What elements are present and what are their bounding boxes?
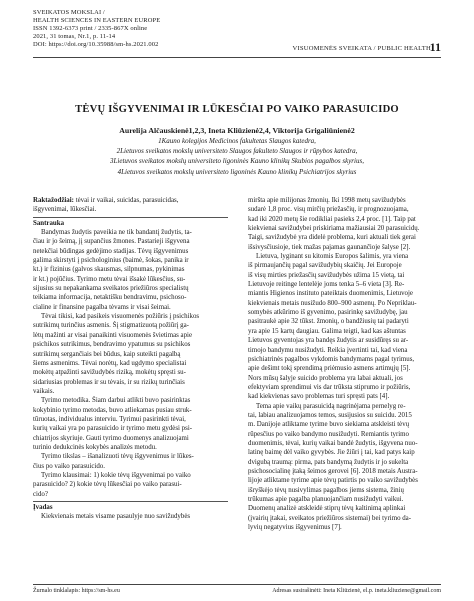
body-line: (įvairių įtakai, sveikatos priežiūros sistemai) bei tyrimo da-: [248, 514, 412, 522]
summary-top-rule: [33, 217, 228, 218]
body-line: išryškėjo tėvų nusivylimas pagalbos jiems sistema, žinių: [248, 486, 404, 494]
body-line: sudarė 1,8 proc. visų mirčių priežasčių, ir prognozuojama,: [248, 206, 409, 214]
summary-line: čiau ir jo šeimą, jį supančius žmones. Pastarieji išgyvena: [33, 238, 190, 246]
summary-line: čius po vaiko parasuicido.: [33, 462, 105, 470]
summary-line: sutrikimų turinčius asmenis. Šį stigmatizuotą požiūrį ga-: [33, 322, 189, 330]
summary-line: kt.) ir fizinius (galvos skausmas, silpnumas, pykinimas: [33, 266, 185, 274]
summary-line: cido?: [33, 490, 48, 498]
body-line: Tema apie vaikų parasuicidą nagrinėjama pernelyg re-: [256, 402, 406, 410]
summary-line: šiems asmenims. Tėvai norėtų, kad ugdymo specialistai: [33, 359, 187, 367]
journal-line: HEALTH SCIENCES IN EASTERN EUROPE: [33, 17, 161, 25]
body-line: yra apie 15 kartų daugiau. Galima teigti, kad kas aštuntas: [248, 327, 406, 335]
summary-line: parasuicido? 2) kokie tėvų lūkesčiai po vaiko parasui-: [33, 481, 182, 489]
body-line: Nors mūsų šalyje suicido problema yra labai aktuali, jos: [248, 374, 403, 382]
journal-website[interactable]: Žurnalo tinklalapis: https://sm-hs.eu: [33, 588, 120, 594]
section-label: VISUOMENĖS SVEIKATA / PUBLIC HEALTH: [292, 45, 431, 52]
journal-line: 2021, 31 tomas, Nr.1, p. 11-14: [33, 33, 116, 41]
summary-heading: Santrauka: [33, 219, 65, 227]
body-line: timojo bandymu nusižudyti. Reikia įvertinti tai, kad viena: [248, 346, 408, 354]
summary-line: psichikos sutrikimus, bendravimo ypatumus su psichikos: [33, 341, 191, 349]
summary-line: lėtų mažinti ar visai panaikinti visuomenės švietimas apie: [33, 331, 193, 339]
summary-line: sidariusias problemas ir su tėvais, ir su rizikų turinčiais: [33, 378, 185, 386]
body-line: apie dešimt tokį sprendimą priėmusio asmens artimųjų [5].: [248, 365, 411, 373]
summary-line: chiatrijos skyriuje. Gauti tyrimo duomenys analizuojami: [33, 434, 189, 442]
summary-line: ir kt.) pojūčius. Tyrimo metu tėvai išsakė lūkesčius, su-: [33, 275, 186, 283]
summary-line: netekčiai būdingas gedėjimo stadijas. Tėvų išgyvenimus: [33, 247, 189, 255]
body-line: miantis Higienos instituto pateiktais duomenimis, Lietuvoje: [248, 290, 413, 298]
journal-info: [33, 9, 293, 49]
journal-line: ISSN 1392-6373 print / 2335-867X online: [33, 25, 148, 33]
body-line: psichosocialinę įtaką šeimos gerovei [6]. 2018 metais Austra-: [248, 467, 418, 475]
body-line: m. Danijoje atliktame tyrime buvo siekiama atskleisti tėvų: [248, 421, 410, 429]
page-number: 11: [429, 40, 441, 54]
body-line: iš pirmaujančių pagal savižudybių skaičių. Jei Europoje: [248, 262, 402, 270]
summary-line: tūruotas, individualus interviu. Tyrimui pasirinkti tėvai,: [33, 415, 186, 423]
intro-line: Kiekvienais metais visame pasaulyje nuo savižudybės: [41, 513, 191, 521]
affiliation: 3Lietuvos sveikatos mokslų universiteto ligoninės Kauno klinikų Skubios pagalbos skyrius,: [110, 157, 364, 166]
affiliations: [0, 136, 474, 177]
body-line: Lietuvoje reitinge lentelėje joms tenka 5–6 vieta [3]. Re-: [248, 281, 405, 289]
body-line: Lietuva, lyginant su kitomis Europos šalimis, yra viena: [256, 253, 409, 261]
summary-line: vaikais.: [33, 387, 55, 395]
summary-body: [33, 228, 228, 499]
body-line: rūpesčius po vaiko bandymo nusižudyti. Remiantis tyrimo: [248, 430, 409, 438]
header-divider: [33, 57, 441, 58]
journal-line: SVEIKATOS MOKSLAI /: [33, 9, 105, 16]
summary-line: sutrikimų sergančiais bei būdus, kaip suteikti pagalbą: [33, 350, 181, 358]
body-line: Duomenų analizė atskleidė stiprų tėvų kaltinimą aplinkai: [248, 505, 406, 513]
right-column: [248, 196, 444, 532]
keywords-label: Raktažodžiai:: [33, 197, 74, 204]
body-line: iš visų mirties priežasčių savižudybės užima 15 vietą, tai: [248, 271, 405, 279]
summary-line: cialine ir finansine pagalba tėvams ir visai šeimai.: [33, 303, 171, 311]
body-line: tai, labiau analizuojamos temos, susijusios su suicidu. 2015: [248, 411, 412, 419]
summary-line: kokybinio tyrimo metodas, buvo atliekamas pusiau struk-: [33, 406, 192, 414]
summary-line: Tyrimo tikslas – išanalizuoti tėvų išgyvenimus ir lūkes-: [41, 453, 194, 461]
keywords-continued: išgyvenimai, lūkesčiai.: [33, 206, 97, 214]
summary-line: galima skirstyti į psichologinius (baimė, šokas, panika ir: [33, 257, 189, 265]
body-line: Lietuvos gyventojas yra bandęs žudytis ar susidūręs su ar-: [248, 337, 409, 345]
body-line: kad kiekvienas savo problemas turi spręsti pats [4].: [248, 393, 390, 401]
summary-bottom-rule: [33, 501, 228, 502]
summary-line: Tyrimo metodika. Šiam darbui atlikti buvo pasirinktas: [41, 397, 191, 405]
body-line: kiekvienais metais nusižudo 800–900 asmenų. Po Nepriklau-: [248, 299, 417, 307]
summary-line: turinio dedukcinės kokybės analizės metodu.: [33, 443, 157, 451]
body-line: efektyviam sprendimui vis dar trūksta stiprumo ir požiūris,: [248, 383, 411, 391]
summary-line: teikiama informacija, netaktišku bendravimu, psichoso-: [33, 294, 187, 302]
body-line: dvigubą traumą: pirma, pats bandymą žudytis ir jo sukelta: [248, 458, 409, 466]
summary-line: mokėtų atpažinti savižudybės riziką, mokėtų spręsti su-: [33, 369, 186, 377]
doi-link[interactable]: DOI: https://doi.org/10.35988/sm-hs.2021.002: [33, 41, 159, 49]
left-column: [33, 196, 228, 522]
keywords-text: tėvai ir vaikai, suicidas, parasuicidas,: [73, 197, 179, 204]
summary-line: Bandymas žudytis paveikia ne tik bandantį žudytis, ta-: [41, 229, 192, 237]
affiliation: 1Kauno kolegijos Medicinos fakultetas Slaugos katedra,: [158, 137, 316, 145]
body-line: kad iki 2020 metų šie rodikliai pasieks 2,4 proc. [1]. Taip pat: [248, 215, 416, 223]
body-line: išsivysčiusioje, tiek mažas pajamas gaunančioje šalyse [2].: [248, 243, 411, 251]
summary-line: kurių vaikai yra po parasuicido ir tyrimo metu gydėsi psi-: [33, 425, 193, 433]
body-line: Taigi, savižudybė yra didelė problema, kuri aktuali tiek gerai: [248, 234, 416, 242]
summary-line: Tyrimo klausimai: 1) kokie tėvų išgyvenimai po vaiko: [41, 471, 191, 479]
body-line: lijoje atliktame tyrime apie tėvų patirtis po vaiko savižudybės: [248, 477, 418, 485]
body-line: trūkumas apie pagalba planuojančiam nusižudyti vaikui.: [248, 496, 404, 503]
affiliation: 2Lietuvos sveikatos mokslų universiteto Slaugos fakulteto Slaugos ir rūpybos katedra,: [116, 147, 358, 156]
summary-line: sijusius su nepakankama sveikatos priežiūros specialistų: [33, 285, 189, 293]
correspondence-address[interactable]: Adresas susirašinėti: Ineta Kliūzienė, el.p. ineta.kliuziene@gmail.com: [272, 588, 441, 594]
article-title: TĖVŲ IŠGYVENIMAI IR LŪKESČIAI PO VAIKO PARASUICIDO: [75, 104, 399, 115]
body-line: duomenimis, tėvai, kurių vaikai bandė žudytis, išgyvena nuo-: [248, 439, 418, 447]
summary-line: Tėvai tikisi, kad pasikeis visuomenės požiūris į psichikos: [41, 313, 200, 321]
body-line: kiekvienai savižudybei priskiriama mažiausiai 20 parasuicidų.: [248, 225, 420, 233]
affiliation: 4Lietuvos sveikatos mokslų universiteto ligoninės Kauno klinikų Psichiatrijos skyrius: [117, 167, 357, 176]
body-line: pasitraukė apie 32 tūkst. žmonių, o bandžiusių tai padaryti: [248, 318, 409, 326]
body-line: miršta apie milijonas žmonių. Iki 1998 metų savižudybės: [248, 197, 406, 204]
body-line: lyvių negatyvius išgyvenimus [7].: [248, 524, 342, 532]
intro-heading: Įvadas: [33, 504, 53, 511]
body-line: latinę baimę dėl vaiko gyvybės. Jie žiūri į tai, kad patys kaip: [248, 449, 415, 457]
keywords: [33, 196, 228, 205]
body-line: somybės atkūrimo iš gyvenimo, pasirinkę savižudybę, jau: [248, 309, 408, 317]
footer-divider: [33, 584, 441, 585]
body-line: psichiatrinės pagalbos vykdomis bandymams pagal tyrimus,: [248, 355, 415, 363]
article-authors: Aurelija Alčauskienė1,2,3, Ineta Kliūzienė2,4, Viktorija Grigaliūnienė2: [119, 126, 355, 135]
